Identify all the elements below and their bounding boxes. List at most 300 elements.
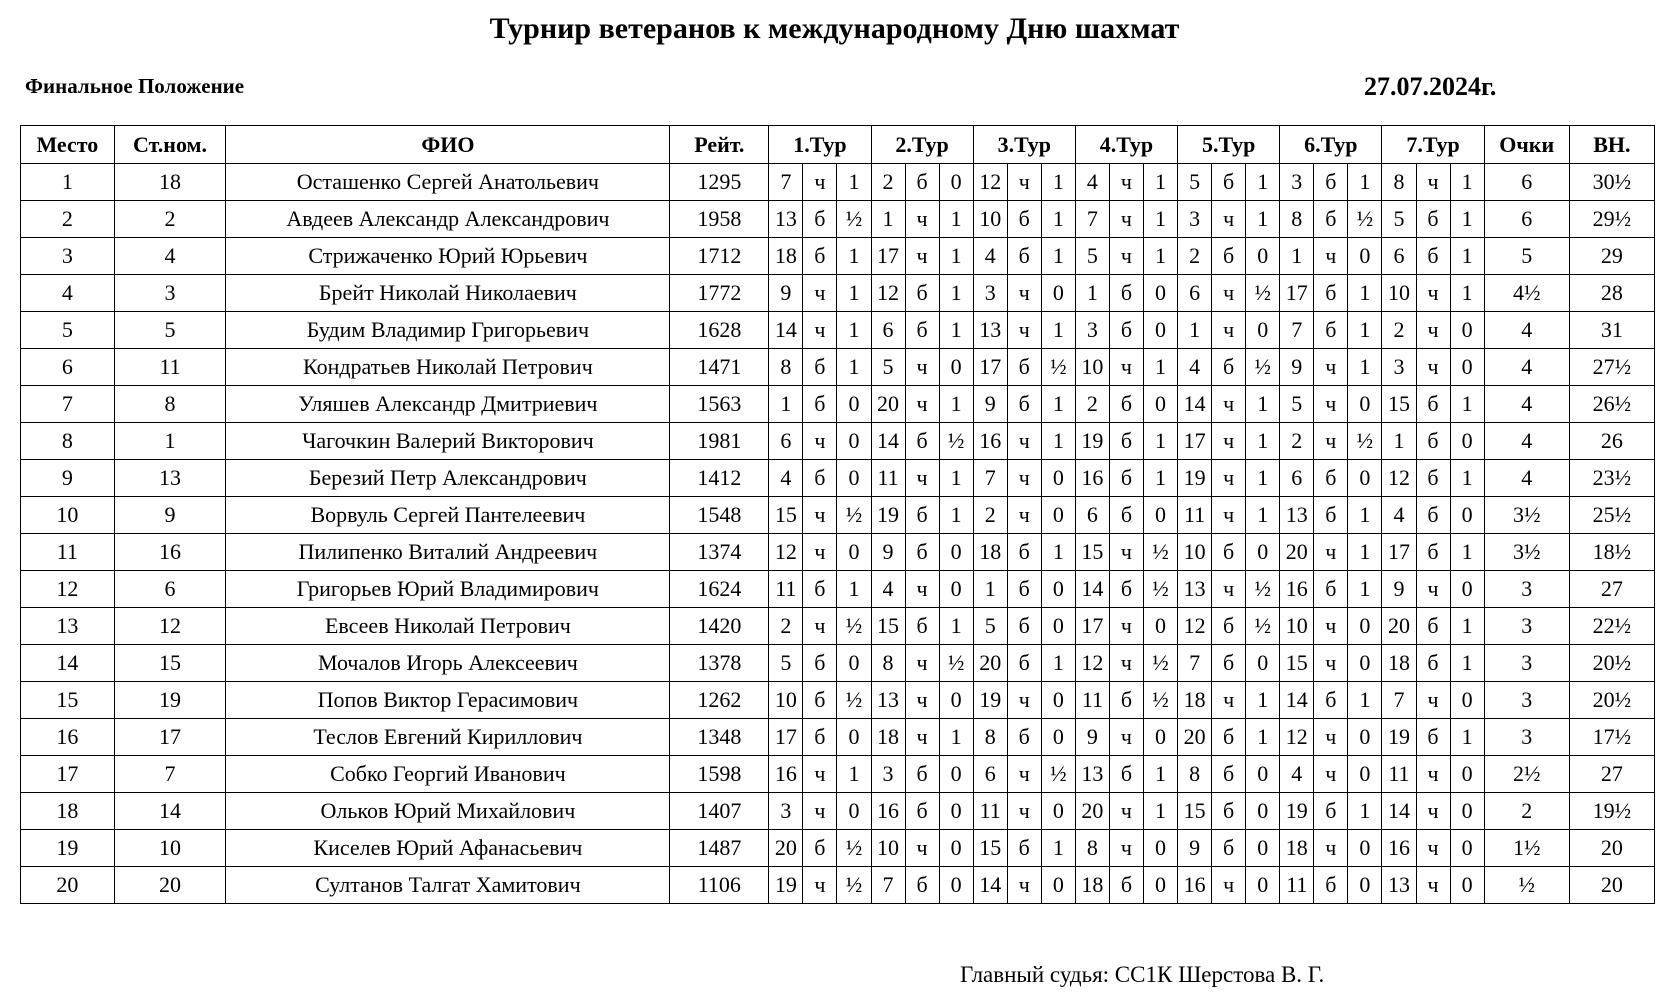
color-cell: ч — [1007, 275, 1041, 312]
points-cell: 3 — [1484, 682, 1569, 719]
color-cell: б — [803, 201, 837, 238]
table-row — [21, 349, 1655, 386]
opponent-cell: 13 — [769, 201, 803, 238]
color-cell: б — [1109, 275, 1143, 312]
start-number-cell: 5 — [114, 312, 226, 349]
table-row — [21, 867, 1655, 904]
result-cell: 1 — [939, 238, 973, 275]
buchholz-cell: 23½ — [1569, 460, 1654, 497]
start-number-cell: 12 — [114, 608, 226, 645]
opponent-cell: 9 — [1382, 571, 1416, 608]
opponent-cell: 20 — [1382, 608, 1416, 645]
color-cell: б — [1416, 645, 1450, 682]
opponent-cell: 1 — [769, 386, 803, 423]
opponent-cell: 8 — [1075, 830, 1109, 867]
opponent-cell: 5 — [1075, 238, 1109, 275]
standings-subtitle: Финальное Положение — [25, 74, 245, 98]
opponent-cell: 11 — [1280, 867, 1314, 904]
opponent-cell: 18 — [1280, 830, 1314, 867]
opponent-cell: 10 — [1280, 608, 1314, 645]
color-cell: ч — [1314, 386, 1348, 423]
result-cell: 0 — [837, 645, 871, 682]
result-cell: 1 — [1144, 201, 1178, 238]
color-cell: ч — [1007, 460, 1041, 497]
color-cell: б — [1007, 534, 1041, 571]
color-cell: ч — [1212, 201, 1246, 238]
points-cell: 5 — [1484, 238, 1569, 275]
opponent-cell: 16 — [1382, 830, 1416, 867]
table-row — [21, 682, 1655, 719]
opponent-cell: 20 — [1280, 534, 1314, 571]
color-cell: б — [803, 460, 837, 497]
result-cell: 0 — [837, 534, 871, 571]
buchholz-cell: 25½ — [1569, 497, 1654, 534]
result-cell: 0 — [939, 793, 973, 830]
color-cell: б — [1212, 719, 1246, 756]
opponent-cell: 11 — [973, 793, 1007, 830]
opponent-cell: 16 — [871, 793, 905, 830]
player-name-cell: Евсеев Николай Петрович — [226, 608, 670, 645]
opponent-cell: 19 — [871, 497, 905, 534]
result-cell: 1 — [939, 275, 973, 312]
opponent-cell: 3 — [871, 756, 905, 793]
color-cell: ч — [1314, 423, 1348, 460]
player-name-cell: Авдеев Александр Александрович — [226, 201, 670, 238]
color-cell: б — [905, 608, 939, 645]
color-cell: ч — [1314, 830, 1348, 867]
points-cell: 3 — [1484, 645, 1569, 682]
player-name-cell: Собко Георгий Иванович — [226, 756, 670, 793]
table-row — [21, 608, 1655, 645]
color-cell: б — [1416, 238, 1450, 275]
color-cell: б — [1007, 830, 1041, 867]
result-cell: 1 — [1041, 312, 1075, 349]
opponent-cell: 9 — [1280, 349, 1314, 386]
start-number-cell: 4 — [114, 238, 226, 275]
result-cell: 0 — [1041, 682, 1075, 719]
color-cell: ч — [905, 719, 939, 756]
player-name-cell: Будим Владимир Григорьевич — [226, 312, 670, 349]
player-name-cell: Пилипенко Виталий Андреевич — [226, 534, 670, 571]
result-cell: 0 — [1348, 645, 1382, 682]
color-cell: ч — [1212, 460, 1246, 497]
buchholz-cell: 29 — [1569, 238, 1654, 275]
color-cell: ч — [905, 830, 939, 867]
color-cell: ч — [1212, 312, 1246, 349]
result-cell: 1 — [837, 164, 871, 201]
color-cell: ч — [803, 497, 837, 534]
color-cell: ч — [1212, 423, 1246, 460]
color-cell: б — [803, 571, 837, 608]
result-cell: ½ — [837, 867, 871, 904]
result-cell: ½ — [1144, 682, 1178, 719]
color-cell: ч — [1109, 793, 1143, 830]
result-cell: 1 — [1450, 386, 1484, 423]
color-cell: ч — [1314, 645, 1348, 682]
result-cell: 1 — [1246, 164, 1280, 201]
color-cell: ч — [1314, 238, 1348, 275]
player-name-cell: Стрижаченко Юрий Юрьевич — [226, 238, 670, 275]
result-cell: 1 — [939, 608, 973, 645]
result-cell: 1 — [1041, 238, 1075, 275]
result-cell: 1 — [939, 497, 973, 534]
opponent-cell: 9 — [973, 386, 1007, 423]
result-cell: 0 — [1041, 793, 1075, 830]
result-cell: 0 — [1144, 867, 1178, 904]
opponent-cell: 20 — [973, 645, 1007, 682]
buchholz-cell: 29½ — [1569, 201, 1654, 238]
place-cell: 13 — [21, 608, 115, 645]
result-cell: 0 — [1450, 867, 1484, 904]
opponent-cell: 15 — [769, 497, 803, 534]
buchholz-cell: 28 — [1569, 275, 1654, 312]
color-cell: б — [803, 645, 837, 682]
opponent-cell: 8 — [871, 645, 905, 682]
result-cell: 0 — [1041, 608, 1075, 645]
start-number-cell: 16 — [114, 534, 226, 571]
opponent-cell: 17 — [973, 349, 1007, 386]
result-cell: 0 — [1450, 756, 1484, 793]
result-cell: ½ — [1246, 608, 1280, 645]
buchholz-cell: 27 — [1569, 571, 1654, 608]
color-cell: ч — [1416, 682, 1450, 719]
result-cell: 0 — [1450, 682, 1484, 719]
color-cell: ч — [1007, 756, 1041, 793]
result-cell: 0 — [1348, 756, 1382, 793]
color-cell: ч — [1416, 756, 1450, 793]
color-cell: ч — [803, 793, 837, 830]
points-cell: 1½ — [1484, 830, 1569, 867]
color-cell: ч — [1416, 312, 1450, 349]
color-cell: ч — [1212, 386, 1246, 423]
result-cell: 1 — [1246, 460, 1280, 497]
color-cell: б — [905, 275, 939, 312]
opponent-cell: 1 — [973, 571, 1007, 608]
result-cell: 0 — [1450, 830, 1484, 867]
result-cell: 1 — [1041, 534, 1075, 571]
opponent-cell: 12 — [1280, 719, 1314, 756]
result-cell: 0 — [1348, 719, 1382, 756]
opponent-cell: 18 — [769, 238, 803, 275]
opponent-cell: 1 — [1280, 238, 1314, 275]
start-number-cell: 2 — [114, 201, 226, 238]
opponent-cell: 18 — [1075, 867, 1109, 904]
result-cell: 1 — [1348, 312, 1382, 349]
rating-cell: 1628 — [670, 312, 769, 349]
player-name-cell: Брейт Николай Николаевич — [226, 275, 670, 312]
color-cell: ч — [1212, 682, 1246, 719]
result-cell: 0 — [939, 756, 973, 793]
color-cell: ч — [1007, 423, 1041, 460]
opponent-cell: 5 — [769, 645, 803, 682]
opponent-cell: 17 — [1280, 275, 1314, 312]
opponent-cell: 4 — [1280, 756, 1314, 793]
result-cell: 0 — [1041, 497, 1075, 534]
rating-cell: 1412 — [670, 460, 769, 497]
result-cell: 0 — [837, 386, 871, 423]
result-cell: 1 — [837, 238, 871, 275]
opponent-cell: 11 — [1178, 497, 1212, 534]
chief-judge: Главный судья: СС1К Шерстова В. Г. — [960, 962, 1325, 987]
color-cell: б — [1007, 201, 1041, 238]
opponent-cell: 13 — [1075, 756, 1109, 793]
opponent-cell: 19 — [973, 682, 1007, 719]
rating-cell: 1563 — [670, 386, 769, 423]
opponent-cell: 20 — [1178, 719, 1212, 756]
color-cell: ч — [1007, 867, 1041, 904]
color-cell: ч — [905, 201, 939, 238]
color-cell: б — [1109, 460, 1143, 497]
result-cell: ½ — [1041, 349, 1075, 386]
opponent-cell: 14 — [1178, 386, 1212, 423]
result-cell: 0 — [1348, 608, 1382, 645]
opponent-cell: 18 — [973, 534, 1007, 571]
result-cell: 1 — [837, 571, 871, 608]
result-cell: 1 — [939, 719, 973, 756]
opponent-cell: 18 — [1382, 645, 1416, 682]
opponent-cell: 6 — [973, 756, 1007, 793]
color-cell: б — [1212, 238, 1246, 275]
result-cell: 0 — [1246, 645, 1280, 682]
result-cell: ½ — [837, 682, 871, 719]
color-cell: ч — [803, 312, 837, 349]
result-cell: 1 — [1246, 682, 1280, 719]
column-header: ВН. — [1569, 126, 1654, 164]
result-cell: 0 — [1144, 386, 1178, 423]
color-cell: ч — [1007, 682, 1041, 719]
opponent-cell: 19 — [769, 867, 803, 904]
standings-table — [20, 125, 1655, 904]
color-cell: ч — [1109, 608, 1143, 645]
color-cell: ч — [1416, 349, 1450, 386]
result-cell: 0 — [1246, 867, 1280, 904]
opponent-cell: 17 — [1382, 534, 1416, 571]
opponent-cell: 4 — [1178, 349, 1212, 386]
opponent-cell: 3 — [1382, 349, 1416, 386]
color-cell: б — [1109, 756, 1143, 793]
color-cell: б — [1314, 682, 1348, 719]
opponent-cell: 9 — [1178, 830, 1212, 867]
result-cell: ½ — [1246, 349, 1280, 386]
color-cell: б — [1416, 423, 1450, 460]
opponent-cell: 16 — [973, 423, 1007, 460]
opponent-cell: 11 — [871, 460, 905, 497]
buchholz-cell: 26 — [1569, 423, 1654, 460]
color-cell: б — [1007, 571, 1041, 608]
opponent-cell: 3 — [1075, 312, 1109, 349]
table-row — [21, 238, 1655, 275]
player-name-cell: Султанов Талгат Хамитович — [226, 867, 670, 904]
opponent-cell: 5 — [1382, 201, 1416, 238]
result-cell: 1 — [1144, 793, 1178, 830]
buchholz-cell: 17½ — [1569, 719, 1654, 756]
result-cell: 1 — [1144, 238, 1178, 275]
color-cell: б — [1416, 608, 1450, 645]
table-row — [21, 312, 1655, 349]
buchholz-cell: 20 — [1569, 867, 1654, 904]
place-cell: 20 — [21, 867, 115, 904]
start-number-cell: 19 — [114, 682, 226, 719]
buchholz-cell: 18½ — [1569, 534, 1654, 571]
result-cell: 0 — [1041, 867, 1075, 904]
color-cell: б — [1314, 312, 1348, 349]
color-cell: ч — [1416, 571, 1450, 608]
color-cell: б — [1109, 423, 1143, 460]
result-cell: 1 — [1450, 645, 1484, 682]
result-cell: 1 — [1348, 682, 1382, 719]
result-cell: 0 — [1144, 830, 1178, 867]
opponent-cell: 9 — [769, 275, 803, 312]
color-cell: б — [1416, 386, 1450, 423]
color-cell: ч — [1007, 164, 1041, 201]
place-cell: 19 — [21, 830, 115, 867]
opponent-cell: 1 — [871, 201, 905, 238]
color-cell: б — [1416, 497, 1450, 534]
opponent-cell: 8 — [1280, 201, 1314, 238]
color-cell: ч — [905, 645, 939, 682]
start-number-cell: 8 — [114, 386, 226, 423]
result-cell: 1 — [1450, 275, 1484, 312]
result-cell: 1 — [1041, 201, 1075, 238]
color-cell: ч — [905, 238, 939, 275]
result-cell: 1 — [1144, 756, 1178, 793]
opponent-cell: 6 — [1382, 238, 1416, 275]
start-number-cell: 11 — [114, 349, 226, 386]
opponent-cell: 10 — [1382, 275, 1416, 312]
result-cell: 0 — [1246, 793, 1280, 830]
player-name-cell: Уляшев Александр Дмитриевич — [226, 386, 670, 423]
opponent-cell: 10 — [1075, 349, 1109, 386]
opponent-cell: 10 — [973, 201, 1007, 238]
color-cell: б — [905, 497, 939, 534]
opponent-cell: 18 — [1178, 682, 1212, 719]
color-cell: б — [1109, 497, 1143, 534]
opponent-cell: 6 — [1178, 275, 1212, 312]
color-cell: ч — [803, 534, 837, 571]
opponent-cell: 5 — [1280, 386, 1314, 423]
result-cell: 0 — [1246, 756, 1280, 793]
color-cell: ч — [905, 386, 939, 423]
result-cell: ½ — [939, 645, 973, 682]
result-cell: ½ — [1144, 534, 1178, 571]
result-cell: 1 — [1144, 423, 1178, 460]
result-cell: ½ — [837, 608, 871, 645]
column-header: 4.Тур — [1075, 126, 1177, 164]
opponent-cell: 7 — [871, 867, 905, 904]
color-cell: б — [1314, 793, 1348, 830]
result-cell: 1 — [837, 349, 871, 386]
result-cell: 0 — [1450, 312, 1484, 349]
opponent-cell: 19 — [1178, 460, 1212, 497]
color-cell: ч — [1416, 793, 1450, 830]
table-row — [21, 645, 1655, 682]
player-name-cell: Кондратьев Николай Петрович — [226, 349, 670, 386]
result-cell: 0 — [1144, 312, 1178, 349]
color-cell: б — [1212, 793, 1246, 830]
color-cell: ч — [1314, 756, 1348, 793]
opponent-cell: 15 — [1075, 534, 1109, 571]
opponent-cell: 6 — [1280, 460, 1314, 497]
color-cell: ч — [905, 571, 939, 608]
color-cell: ч — [1314, 349, 1348, 386]
table-row — [21, 201, 1655, 238]
result-cell: 1 — [1450, 534, 1484, 571]
place-cell: 6 — [21, 349, 115, 386]
table-row — [21, 756, 1655, 793]
color-cell: ч — [803, 275, 837, 312]
opponent-cell: 2 — [1280, 423, 1314, 460]
result-cell: 1 — [837, 756, 871, 793]
opponent-cell: 9 — [871, 534, 905, 571]
place-cell: 11 — [21, 534, 115, 571]
player-name-cell: Попов Виктор Герасимович — [226, 682, 670, 719]
opponent-cell: 16 — [1280, 571, 1314, 608]
opponent-cell: 14 — [1382, 793, 1416, 830]
opponent-cell: 14 — [769, 312, 803, 349]
color-cell: ч — [1109, 201, 1143, 238]
color-cell: ч — [1416, 867, 1450, 904]
result-cell: 1 — [1348, 275, 1382, 312]
rating-cell: 1106 — [670, 867, 769, 904]
result-cell: 0 — [1246, 238, 1280, 275]
result-cell: 1 — [1041, 386, 1075, 423]
points-cell: 4 — [1484, 312, 1569, 349]
result-cell: 0 — [1450, 423, 1484, 460]
opponent-cell: 3 — [1178, 201, 1212, 238]
place-cell: 5 — [21, 312, 115, 349]
player-name-cell: Ольков Юрий Михайлович — [226, 793, 670, 830]
place-cell: 2 — [21, 201, 115, 238]
opponent-cell: 12 — [769, 534, 803, 571]
opponent-cell: 12 — [1178, 608, 1212, 645]
opponent-cell: 6 — [871, 312, 905, 349]
points-cell: 4 — [1484, 460, 1569, 497]
color-cell: ч — [803, 164, 837, 201]
color-cell: ч — [803, 756, 837, 793]
result-cell: 0 — [1246, 312, 1280, 349]
start-number-cell: 6 — [114, 571, 226, 608]
opponent-cell: 7 — [1075, 201, 1109, 238]
color-cell: б — [1212, 608, 1246, 645]
place-cell: 7 — [21, 386, 115, 423]
color-cell: б — [1416, 460, 1450, 497]
points-cell: 3½ — [1484, 497, 1569, 534]
result-cell: 1 — [1246, 423, 1280, 460]
rating-cell: 1624 — [670, 571, 769, 608]
opponent-cell: 19 — [1075, 423, 1109, 460]
color-cell: ч — [1109, 719, 1143, 756]
opponent-cell: 17 — [1075, 608, 1109, 645]
result-cell: 0 — [939, 867, 973, 904]
color-cell: б — [1007, 608, 1041, 645]
result-cell: 1 — [1041, 164, 1075, 201]
result-cell: 0 — [1450, 349, 1484, 386]
buchholz-cell: 27½ — [1569, 349, 1654, 386]
place-cell: 4 — [21, 275, 115, 312]
rating-cell: 1548 — [670, 497, 769, 534]
opponent-cell: 1 — [1178, 312, 1212, 349]
color-cell: ч — [1314, 719, 1348, 756]
points-cell: 3 — [1484, 571, 1569, 608]
color-cell: ч — [1007, 497, 1041, 534]
result-cell: 1 — [939, 201, 973, 238]
color-cell: б — [1007, 238, 1041, 275]
points-cell: 3½ — [1484, 534, 1569, 571]
buchholz-cell: 20½ — [1569, 682, 1654, 719]
points-cell: 3 — [1484, 608, 1569, 645]
points-cell: 4 — [1484, 423, 1569, 460]
color-cell: б — [1212, 534, 1246, 571]
